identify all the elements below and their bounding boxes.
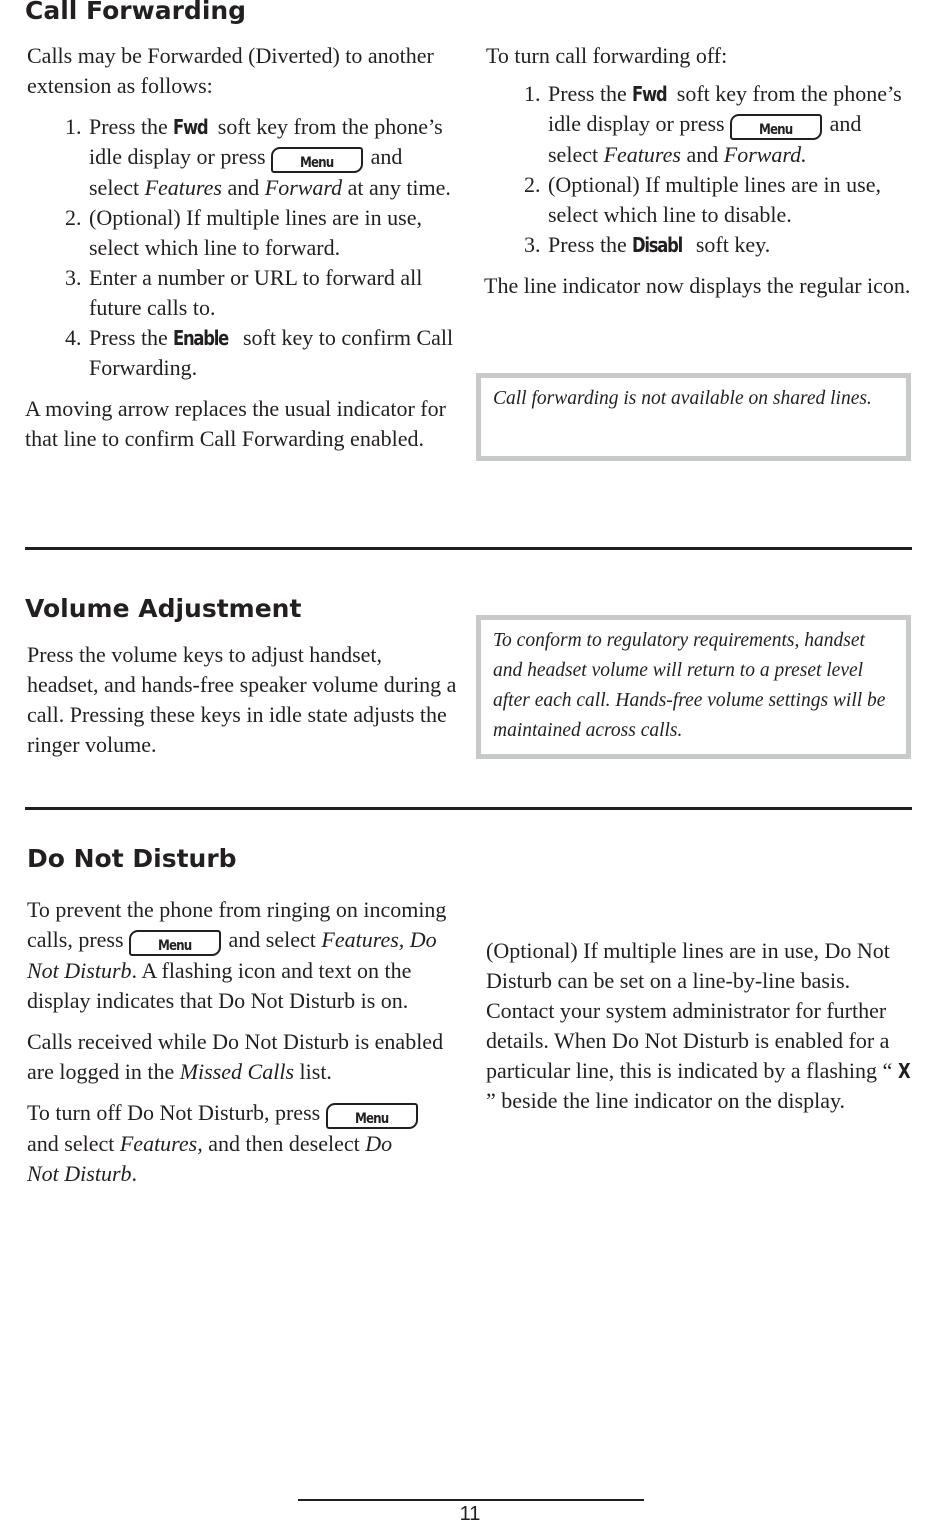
menu-key-icon: Menu	[730, 114, 822, 140]
arrow-indicator-text: A moving arrow replaces the usual indicator for that line to confirm Call Forwarding enabled.	[25, 396, 446, 451]
forward-off-step: 1. Press the Fwd soft key from the phone’s idle display or press Menu and select Features and Forward.	[546, 79, 916, 170]
forward-step: 2. (Optional) If multiple lines are in use, select which line to forward.	[87, 203, 457, 263]
forward-off-step: 2. (Optional) If multiple lines are in use, select which line to disable.	[546, 170, 916, 230]
dnd-paragraph-disable: To turn off Do Not Disturb, press Menu and select Features, and then deselect Do Not Disturb.	[27, 1098, 427, 1189]
menu-key-icon: Menu	[271, 147, 363, 173]
line-indicator-text: The line indicator now displays the regular icon.	[484, 273, 911, 298]
call-forwarding-right-column	[486, 41, 916, 312]
menu-key-icon: Menu	[326, 1103, 418, 1129]
shared-lines-note: Call forwarding is not available on shared lines.	[476, 373, 911, 461]
dnd-left-column	[27, 895, 457, 1200]
dnd-x-indicator-icon: X	[897, 1059, 910, 1083]
section-heading-call-forwarding: Call Forwarding	[25, 0, 247, 25]
dnd-paragraph-missed-calls: Calls received while Do Not Disturb is enabled are logged in the Missed Calls list.	[27, 1029, 444, 1084]
forward-step: 4. Press the Enable soft key to confirm Call Forwarding.	[87, 323, 457, 383]
section-divider	[25, 807, 912, 810]
section-heading-volume-adjustment: Volume Adjustment	[25, 594, 302, 623]
volume-body	[27, 640, 457, 771]
forward-step: 3. Enter a number or URL to forward all future calls to.	[87, 263, 457, 323]
page-number: 11	[459, 1503, 481, 1525]
menu-key-icon: Menu	[129, 930, 221, 956]
forward-steps-list	[27, 112, 457, 383]
dnd-paragraph-multiline: (Optional) If multiple lines are in use, Do Not Disturb can be set on a line-by-line basis. Contact your system administrator for further details. When Do Not Disturb is enabled for a particular line, this is indicated by a flashing “ X ” beside the line indicator on the display.	[486, 938, 910, 1113]
forward-off-intro: To turn call forwarding off:	[486, 43, 728, 68]
dnd-right-column	[486, 936, 916, 1127]
volume-paragraph: Press the volume keys to adjust handset, headset, and hands-free speaker volume during a call. Pressing these keys in idle state adjusts the ringer volume.	[27, 642, 457, 757]
call-forwarding-left-column	[27, 41, 457, 465]
disabl-softkey-label: Disabl	[632, 233, 683, 257]
enable-softkey-label: Enable	[173, 326, 229, 350]
section-heading-do-not-disturb: Do Not Disturb	[27, 844, 237, 873]
dnd-paragraph-enable: To prevent the phone from ringing on incoming calls, press Menu and select Features, Do Not Disturb. A flashing icon and text on the display indicates that Do Not Disturb is on.	[27, 897, 447, 1013]
volume-regulatory-note: To conform to regulatory requirements, handset and headset volume will return to a preset level after each call. Hands-free volume settings will be maintained across calls.	[476, 615, 911, 759]
forward-step: 1. Press the Fwd soft key from the phone’s idle display or press Menu and select Features and Forward at any time.	[87, 112, 457, 203]
fwd-softkey-label: Fwd	[632, 82, 667, 106]
forward-off-step: 3. Press the Disabl soft key.	[546, 230, 916, 260]
section-divider	[25, 547, 912, 550]
forward-off-steps-list	[486, 79, 916, 260]
footer-rule	[298, 1499, 644, 1501]
call-forwarding-intro: Calls may be Forwarded (Diverted) to another extension as follows:	[27, 43, 434, 98]
fwd-softkey-label: Fwd	[173, 115, 208, 139]
